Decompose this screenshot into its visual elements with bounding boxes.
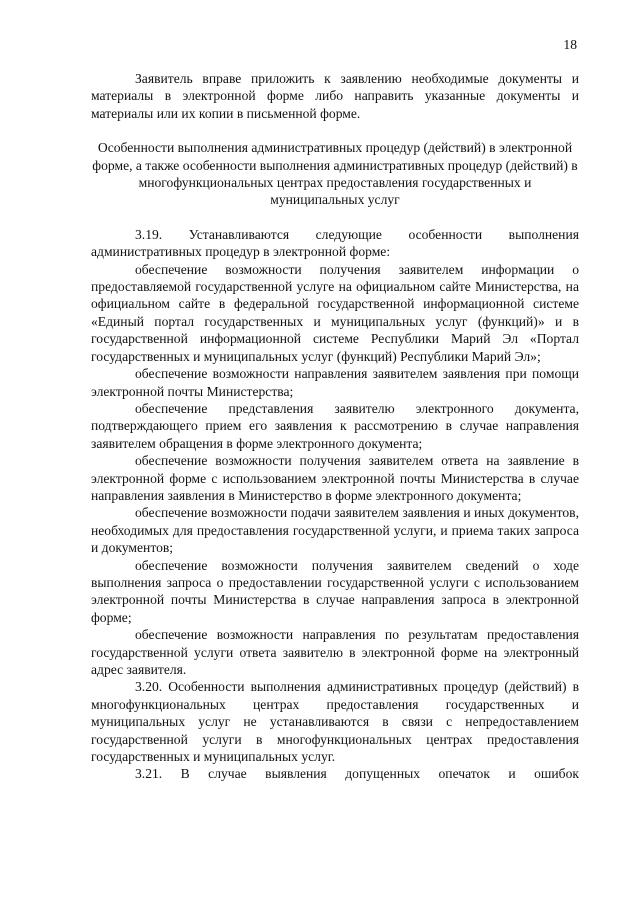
page-number: 18 bbox=[563, 37, 577, 52]
paragraph-3-21: 3.21. В случае выявления допущенных опечаток и ошибок bbox=[135, 766, 579, 782]
paragraph-email-submission: обеспечение возможности направления заявителем заявления при помощи электронной почты Министерства; bbox=[91, 366, 579, 399]
paragraph-receipt-confirmation: обеспечение представления заявителю электронного документа, подтверждающего прием его заявления к рассмотрению в случае направления заявителем обращения в форме электронного документа; bbox=[91, 400, 579, 451]
paragraph-status-tracking: обеспечение возможности получения заявителем сведений о ходе выполнения запроса о предоставлении государственной услуги с использованием электронной почты Министерства в случае направления запроса в электронной форме; bbox=[91, 557, 579, 625]
spacer bbox=[91, 209, 579, 226]
page-content bbox=[91, 70, 579, 783]
paragraph-document-submission: обеспечение возможности подачи заявителем заявления и иных документов, необходимых для предоставления государственной услуги, и приема таких запроса и документов; bbox=[91, 505, 579, 556]
spacer bbox=[91, 122, 579, 139]
paragraph-3-19: 3.19. Устанавливаются следующие особенности выполнения административных процедур в электронной форме: bbox=[91, 226, 579, 260]
paragraph-3-20: 3.20. Особенности выполнения административных процедур (действий) в многофункциональных центрах предоставления государственных и муниципальных услуг не устанавливаются в связи с непредоставлением государственной услуги в многофункциональных центрах предоставления государственных и муниципальных услуг. bbox=[91, 679, 579, 765]
paragraph-info-access: обеспечение возможности получения заявителем информации о предоставляемой государственной услуге на официальном сайте Министерства, на официальном сайте в федеральной государственной информационной системе «Единый портал государственных и муниципальных услуг (функций)» и в государственной информационной системе Республики Марий Эл «Портал государственных и муниципальных услуг (функций) Республики Марий Эл»; bbox=[91, 261, 579, 364]
paragraph-electronic-response: обеспечение возможности получения заявителем ответа на заявление в электронной форме с использованием электронной почты Министерства в случае направления заявления в Министерство в форме электронного документа; bbox=[91, 453, 579, 503]
intro-paragraph: Заявитель вправе приложить к заявлению необходимые документы и материалы в электронной форме либо направить указанные документы и материалы или их копии в письменной форме. bbox=[91, 71, 579, 121]
paragraph-result-delivery: обеспечение возможности направления по результатам предоставления государственной услуги ответа заявителю в электронной форме на электронный адрес заявителя. bbox=[91, 627, 579, 677]
section-title: Особенности выполнения административных процедур (действий) в электронной форме, а также особенности выполнения административных процедур (действий) в многофункциональных центрах предоставления государственных и муниципальных услуг bbox=[92, 140, 578, 208]
